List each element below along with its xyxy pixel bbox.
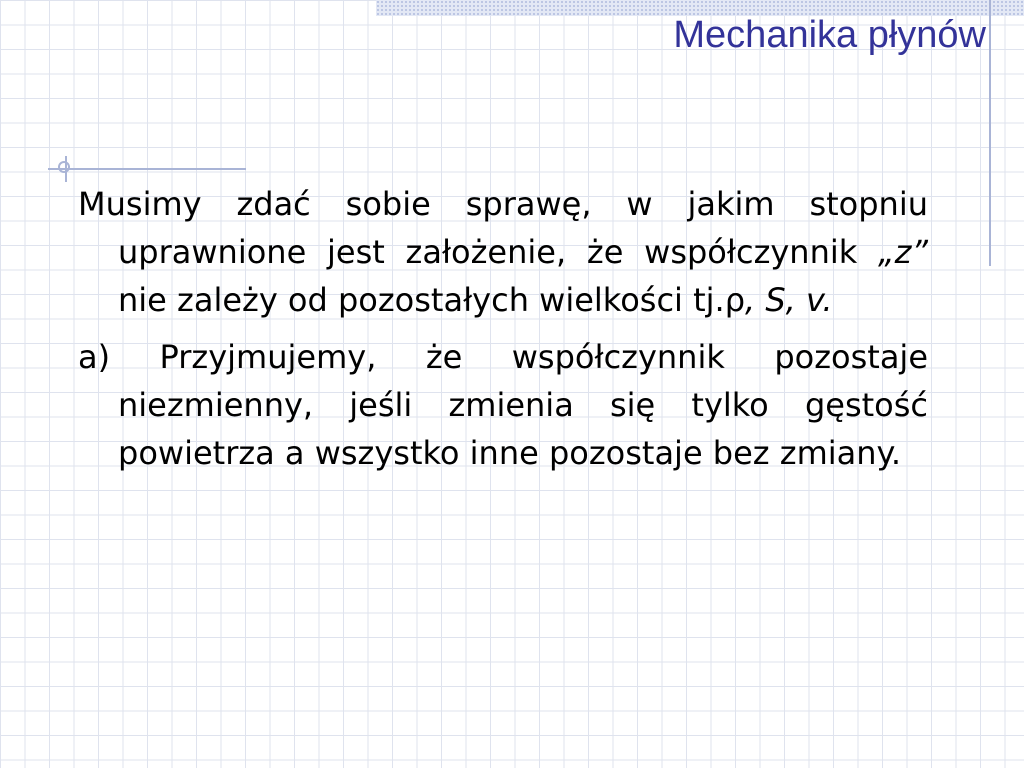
slide-title: Mechanika płynów bbox=[673, 14, 986, 56]
paragraph-point-a bbox=[78, 333, 939, 477]
paragraph-assumption-question bbox=[78, 180, 949, 324]
text-segment-italic: „z” bbox=[878, 233, 928, 271]
slide-body bbox=[78, 180, 949, 486]
decoration-circle-icon bbox=[58, 161, 70, 173]
right-decoration-rule bbox=[989, 0, 991, 266]
text-segment: a) Przyjmujemy, że współczynnik pozostaje niezmienny, jeśli zmienia się tylko gęstość powietrza a wszystko inne pozostaje bez zmiany. bbox=[78, 338, 939, 472]
text-segment: Musimy zdać sobie sprawę, w jakim stopniu uprawnione jest założenie, że współczynnik bbox=[78, 185, 939, 271]
text-segment: nie zależy od pozostałych wielkości tj.ρ bbox=[118, 233, 949, 319]
text-segment-italic: , S, v. bbox=[745, 281, 833, 319]
decoration-horizontal-line bbox=[48, 168, 246, 170]
